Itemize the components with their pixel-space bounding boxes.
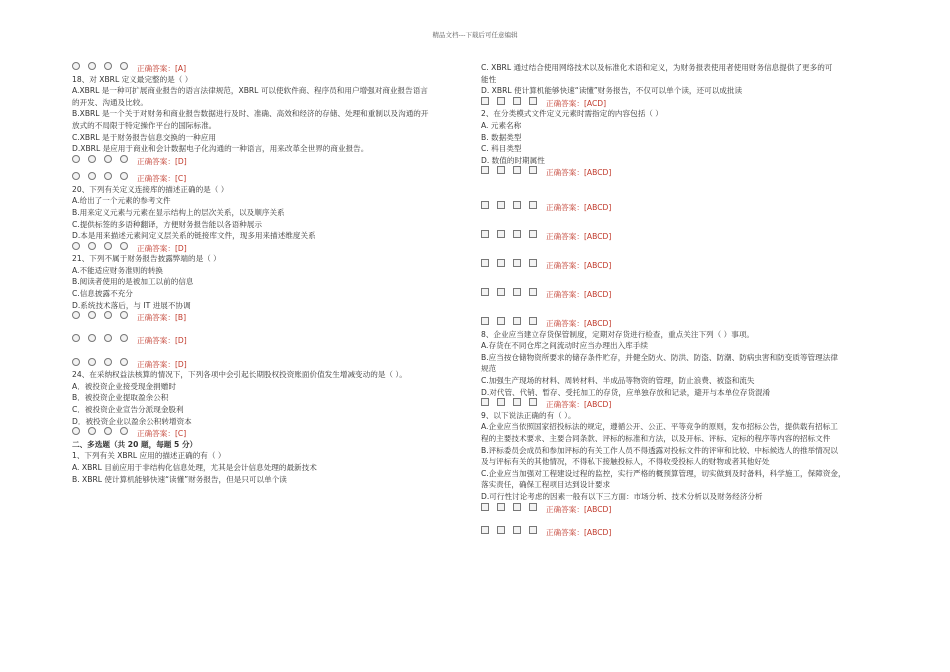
correct-answer: 正确答案：[D] [137,359,187,369]
radio-option-d[interactable] [120,311,128,319]
checkbox-option-d[interactable] [529,166,537,174]
answer-row [72,427,472,439]
radio-option-a[interactable] [72,334,80,342]
question-stem: 9、以下说法正确的有（ ）。 [481,410,576,420]
right-column [481,62,881,537]
radio-option-a[interactable] [72,242,80,250]
option-text: D．被投资企业以盈余公积转增资本 [72,416,192,426]
left-column [72,62,472,485]
answer-row [481,317,881,329]
option-text: C．被投资企业宣告分派现金股利 [72,405,184,415]
option-text: C. 科目类型 [481,144,522,154]
checkbox-option-d[interactable] [529,97,537,105]
option-text: B.XBRL 是一个关于对财务和商业报告数据进行及时、准确、高效和经济的存储、处理和重制以及沟通的开 [72,109,429,119]
radio-option-d[interactable] [120,334,128,342]
option-text: D.本是用来描述元素间定义层关系的链接库文件，现多用来描述维度关系 [72,231,316,241]
radio-option-b[interactable] [88,62,96,70]
option-text: D.对代管、代销、暂存、受托加工的存货，应单独存放和记录，避开与本单位存货混淆 [481,387,771,397]
option-text: C.XBRL 是于财务报告信息交换的一种应用 [72,132,216,142]
question-stem: 20、下列有关定义连接库的描述正确的是（ ） [72,184,229,194]
answer-row [72,155,472,167]
answer-row [72,358,472,370]
checkbox-option-d[interactable] [529,201,537,209]
checkbox-option-b[interactable] [497,288,505,296]
option-text: A.存货在不同仓库之间流动时应当办理出入库手续 [481,341,648,351]
checkbox-option-b[interactable] [497,97,505,105]
answer-row [481,230,881,242]
correct-answer: 正确答案：[ABCD] [546,232,612,242]
checkbox-option-b[interactable] [497,259,505,267]
checkbox-option-c[interactable] [513,317,521,325]
checkbox-option-d[interactable] [529,230,537,238]
radio-option-b[interactable] [88,334,96,342]
option-text: A. 元素名称 [481,120,522,130]
checkbox-option-c[interactable] [513,166,521,174]
option-text: B．被投资企业提取盈余公积 [72,393,169,403]
option-text: 规范 [481,364,497,374]
question-stem: 8、企业应当建立存货保管制度，定期对存货进行检查，重点关注下列（ ）事项。 [481,329,755,339]
option-text: A. XBRL 目前应用于非结构化信息处理，尤其是会计信息处理的最新技术 [72,462,317,472]
checkbox-option-d[interactable] [529,317,537,325]
page-header: 精品文档---下载后可任意编辑 [432,31,518,39]
radio-option-c[interactable] [104,172,112,180]
option-text: A.XBRL 是一种可扩展商业报告的语言法律规范，XBRL 可以使软件商、程序员和用户增强对商业报告语言 [72,86,428,96]
correct-answer: 正确答案：[C] [137,429,187,439]
answer-row [72,242,472,254]
checkbox-option-a[interactable] [481,317,489,325]
checkbox-option-a[interactable] [481,230,489,238]
correct-answer: 正确答案：[ABCD] [546,203,612,213]
checkbox-option-c[interactable] [513,398,521,406]
radio-option-a[interactable] [72,311,80,319]
checkbox-option-a[interactable] [481,526,489,534]
option-text: C.信息披露不充分 [72,289,133,299]
option-text: D. XBRL 使计算机能够快速“读懂”财务报告，不仅可以单个读，还可以成批读 [481,86,743,96]
option-text: C. XBRL 通过结合使用网络技术以及标准化术语和定义，为财务报表使用者使用财务信息提供了更多的可 [481,63,833,72]
question-stem: 24、在采纳权益法核算的情况下，下列各项中会引起长期股权投资账面价值发生增减变动的是（ ）。 [72,370,407,380]
radio-option-a[interactable] [72,358,80,366]
radio-option-b[interactable] [88,172,96,180]
radio-option-b[interactable] [88,427,96,435]
option-text: C.提供标签的多语种翻译，方便财务报告能以各语种展示 [72,219,262,229]
checkbox-option-a[interactable] [481,97,489,105]
radio-option-c[interactable] [104,334,112,342]
checkbox-option-b[interactable] [497,503,505,511]
radio-option-c[interactable] [104,242,112,250]
radio-option-a[interactable] [72,172,80,180]
option-text: D.可行性讨论考虑的因素一般有以下三方面：市场分析、技术分析以及财务经济分析 [481,491,763,501]
radio-option-b[interactable] [88,311,96,319]
radio-option-c[interactable] [104,358,112,366]
answer-row [481,526,881,538]
checkbox-option-c[interactable] [513,259,521,267]
option-text: 的开发、沟通及比较。 [72,97,148,107]
option-text: A.给出了一个元素的参考文件 [72,196,171,206]
correct-answer: 正确答案：[ABCD] [546,290,612,300]
option-text: B.阅读者使用的是被加工以前的信息 [72,277,194,287]
correct-answer: 正确答案：[D] [137,336,187,346]
checkbox-option-d[interactable] [529,259,537,267]
question-stem: 21、下列不属于财务报告披露弊端的是（ ） [72,254,221,264]
radio-option-a[interactable] [72,427,80,435]
question-stem: 1、下列有关 XBRL 应用的描述正确的有（ ） [72,451,226,461]
option-text: D.系统技术落后，与 IT 进展不协调 [72,300,191,310]
correct-answer: 正确答案：[C] [137,174,187,184]
option-text: A．被投资企业接受现金捐赠时 [72,381,176,391]
radio-option-a[interactable] [72,62,80,70]
checkbox-option-c[interactable] [513,526,521,534]
option-text: A.企业应当依照国家招投标法的规定，遵循公开、公正、平等竞争的原则，发布招标公告，提供载有招标工 [481,422,838,432]
radio-option-a[interactable] [72,155,80,163]
radio-option-d[interactable] [120,62,128,70]
option-text: 程的主要技术要求、主要合同条款、评标的标准和方法，以及开标、评标、定标的程序等内容的招标文件 [481,434,831,443]
answer-row [72,334,472,346]
checkbox-option-c[interactable] [513,230,521,238]
answer-row [481,201,881,213]
answer-row [72,172,472,184]
option-text: B.应当按仓储物资所要求的储存条件贮存，并健全防火、防洪、防盗、防潮、防病虫害和防变质等管理法律 [481,352,838,362]
radio-option-d[interactable] [120,242,128,250]
radio-option-c[interactable] [104,311,112,319]
checkbox-option-d[interactable] [529,288,537,296]
option-text: A.不能适应财务准则的转换 [72,265,164,275]
option-text: C.加强生产现场的材料、周转材料、半成品等物资的管理，防止浪费、被盗和流失 [481,376,755,386]
option-text: B.用来定义元素与元素在显示结构上的层次关系，以及顺序关系 [72,207,285,217]
correct-answer: 正确答案：[ABCD] [546,527,612,537]
radio-option-c[interactable] [104,427,112,435]
option-text: C.企业应当加强对工程建设过程的监控，实行严格的概预算管理，切实做到及时备料，科学施工，保障资金， [481,468,846,478]
correct-answer: 正确答案：[ABCD] [546,261,612,271]
radio-option-b[interactable] [88,358,96,366]
checkbox-option-a[interactable] [481,398,489,406]
answer-row [481,288,881,300]
radio-option-b[interactable] [88,242,96,250]
checkbox-option-c[interactable] [513,288,521,296]
correct-answer: 正确答案：[ABCD] [546,504,612,514]
answer-row [481,259,881,271]
radio-option-b[interactable] [88,155,96,163]
checkbox-option-d[interactable] [529,526,537,534]
checkbox-option-d[interactable] [529,398,537,406]
option-text: D.XBRL 是应用于商业和会计数据电子化沟通的一种语言，用来改革全世界的商业报告。 [72,144,369,154]
radio-option-c[interactable] [104,62,112,70]
question-stem: 18、对 XBRL 定义最完整的是（ ） [72,74,193,84]
option-text: B. XBRL 使计算机能够快速“读懂”财务报告，但是只可以单个读 [72,474,287,484]
correct-answer: 正确答案：[ACD] [546,98,607,108]
option-text: D. 数值的时期属性 [481,155,545,165]
checkbox-option-c[interactable] [513,503,521,511]
checkbox-option-b[interactable] [497,398,505,406]
question-stem: 2、在分类模式文件定义元素时需指定的内容包括（ ） [481,109,663,119]
checkbox-option-c[interactable] [513,201,521,209]
checkbox-option-b[interactable] [497,166,505,174]
checkbox-option-a[interactable] [481,166,489,174]
answer-row [72,62,472,74]
radio-option-c[interactable] [104,155,112,163]
correct-answer: 正确答案：[B] [137,313,187,323]
checkbox-option-a[interactable] [481,503,489,511]
answer-row [481,166,881,178]
option-text: 落实责任，确保工程项目达到设计要求 [481,480,611,490]
answer-row [72,311,472,323]
correct-answer: 正确答案：[D] [137,156,187,166]
checkbox-option-b[interactable] [497,230,505,238]
checkbox-option-a[interactable] [481,288,489,296]
checkbox-option-a[interactable] [481,201,489,209]
checkbox-option-b[interactable] [497,317,505,325]
radio-option-d[interactable] [120,427,128,435]
section-heading: 二、多选题（共 20 题，每题 5 分） [72,439,198,449]
correct-answer: 正确答案：[ABCD] [546,319,612,329]
option-text: 放式的不局限于特定操作平台的国际标准。 [72,120,217,130]
correct-answer: 正确答案：[ABCD] [546,400,612,410]
checkbox-option-b[interactable] [497,526,505,534]
option-text: 及与评标有关的其他情况，不得私下接触投标人，不得收受投标人的财物或者其他好处 [481,457,770,467]
correct-answer: 正确答案：[D] [137,243,187,253]
answer-row [481,398,881,410]
correct-answer: 正确答案：[A] [137,64,187,73]
radio-option-d[interactable] [120,172,128,180]
checkbox-option-c[interactable] [513,97,521,105]
answer-row [481,503,881,515]
radio-option-d[interactable] [120,155,128,163]
checkbox-option-a[interactable] [481,259,489,267]
checkbox-option-d[interactable] [529,503,537,511]
option-text: 能性 [481,74,497,84]
correct-answer: 正确答案：[ABCD] [546,168,612,178]
answer-row [481,97,881,109]
option-text: B.评标委员会成员和参加评标的有关工作人员不得透露对投标文件的评审和比较、中标候选人的推举情况以 [481,445,838,455]
option-text: B. 数据类型 [481,132,522,142]
radio-option-d[interactable] [120,358,128,366]
checkbox-option-b[interactable] [497,201,505,209]
